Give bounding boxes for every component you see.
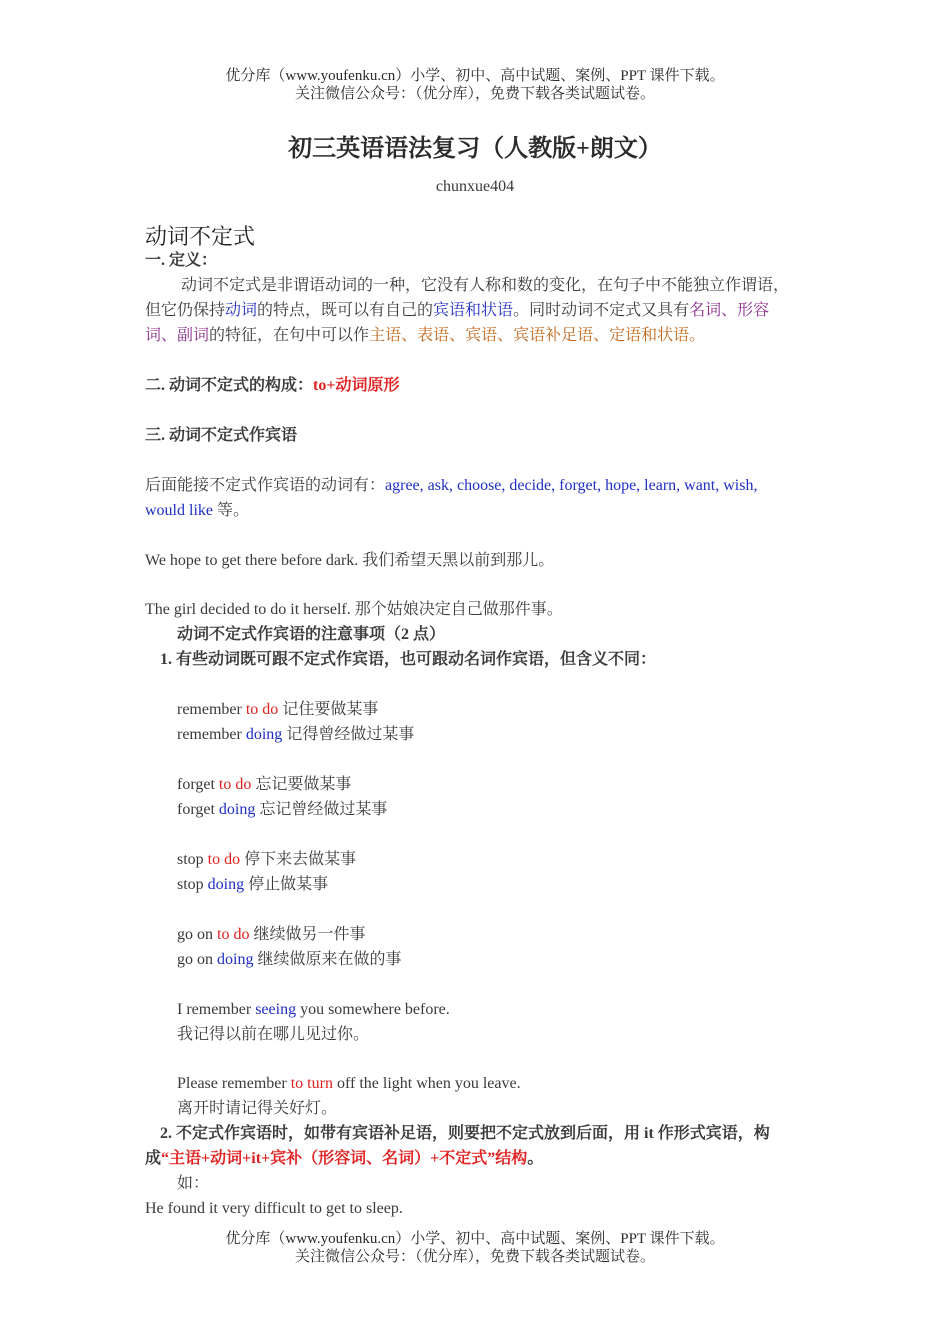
note-2-line-1: 2. 不定式作宾语时，如带有宾语补足语，则要把不定式放到后面，用 it 作形式宾语，构 bbox=[160, 1125, 770, 1142]
note-2-line-2: 成“主语+动词+it+宾补（形容词、名词）+不定式”结构。 bbox=[145, 1150, 544, 1167]
example-4: Please remember to turn off the light when you leave. bbox=[177, 1075, 521, 1092]
example-5: He found it very difficult to get to sleep. bbox=[145, 1200, 403, 1217]
object-heading: 三. 动词不定式作宾语 bbox=[145, 427, 298, 444]
example-4-translation: 离开时请记得关好灯。 bbox=[177, 1100, 338, 1117]
example-1: We hope to get there before dark. 我们希望天黑以前到那儿。 bbox=[145, 552, 555, 569]
footer-line-2: 关注微信公众号：（优分库），免费下载各类试题试卷。 bbox=[294, 1249, 655, 1265]
verb-pair-forget-to-do: forget to do 忘记要做某事 bbox=[177, 776, 352, 793]
footer-line-1: 优分库（www.youfenku.cn）小学、初中、高中试题、案例、PPT 课件下载。 bbox=[225, 1231, 725, 1247]
verb-pair-stop-doing: stop doing 停止做某事 bbox=[177, 876, 329, 893]
verb-pair-go-on-to-do: go on to do 继续做另一件事 bbox=[177, 926, 366, 943]
definition-heading: 一. 定义： bbox=[145, 252, 218, 269]
example-2: The girl decided to do it herself. 那个姑娘决定自己做那件事。 bbox=[145, 601, 563, 618]
verb-pair-forget-doing: forget doing 忘记曾经做过某事 bbox=[177, 801, 388, 818]
document-title: 初三英语语法复习（人教版+朗文） bbox=[288, 136, 662, 162]
definition-line-2: 但它仍保持动词的特点，既可以有自己的宾语和状语。同时动词不定式又具有名词、形容 bbox=[145, 302, 770, 319]
header-line-2: 关注微信公众号：（优分库），免费下载各类试题试卷。 bbox=[294, 86, 655, 102]
author: chunxue404 bbox=[435, 178, 515, 195]
section-title: 动词不定式 bbox=[145, 224, 256, 249]
verb-pair-go-on-doing: go on doing 继续做原来在做的事 bbox=[177, 951, 402, 968]
verbs-line-2: would like 等。 bbox=[145, 502, 250, 519]
example-intro: 如： bbox=[177, 1175, 210, 1192]
formation-heading: 二. 动词不定式的构成：to+动词原形 bbox=[145, 377, 400, 394]
verb-pair-stop-to-do: stop to do 停下来去做某事 bbox=[177, 851, 357, 868]
header-line-1: 优分库（www.youfenku.cn）小学、初中、高中试题、案例、PPT 课件下载。 bbox=[225, 68, 725, 84]
example-3: I remember seeing you somewhere before. bbox=[177, 1001, 450, 1018]
verb-pair-remember-doing: remember doing 记得曾经做过某事 bbox=[177, 726, 415, 743]
note-1: 1. 有些动词既可跟不定式作宾语，也可跟动名词作宾语，但含义不同： bbox=[160, 651, 657, 668]
notes-heading: 动词不定式作宾语的注意事项（2 点） bbox=[177, 626, 446, 643]
definition-line-3: 词、副词的特征，在句中可以作主语、表语、宾语、宾语补足语、定语和状语。 bbox=[145, 327, 706, 344]
verb-pair-remember-to-do: remember to do 记住要做某事 bbox=[177, 701, 379, 718]
definition-line-1: 动词不定式是非谓语动词的一种，它没有人称和数的变化，在句子中不能独立作谓语， bbox=[181, 277, 790, 294]
verbs-line-1: 后面能接不定式作宾语的动词有：agree, ask, choose, decide, forget, hope, learn, want, wish, bbox=[145, 477, 758, 494]
example-3-translation: 我记得以前在哪儿见过你。 bbox=[177, 1026, 370, 1043]
